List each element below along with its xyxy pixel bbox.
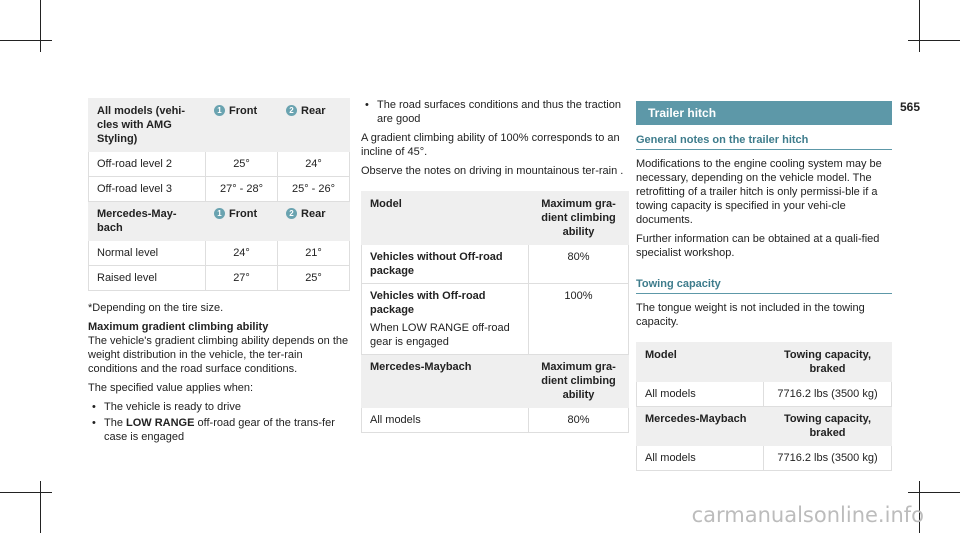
section-heading: Maximum gradient climbing ability <box>88 321 269 333</box>
number-badge: 2 <box>286 208 297 219</box>
table-row: All models 7716.2 lbs (3500 kg) <box>637 382 892 407</box>
crop-mark <box>908 40 960 41</box>
table-header-cell: 1 Front <box>206 202 278 241</box>
towing-capacity-table <box>636 342 892 471</box>
paragraph: Observe the notes on driving in mountainous ter-rain . <box>361 165 624 177</box>
paragraph: Further information can be obtained at a quali-fied specialist workshop. <box>636 233 880 259</box>
table-row: Normal level 24° 21° <box>89 241 350 266</box>
table-row: Vehicles with Off-road package When LOW RANGE off-road gear is engaged 100% <box>362 284 629 355</box>
bullet-list <box>88 400 350 444</box>
crop-mark <box>40 0 41 52</box>
table-header-cell: 2 Rear <box>278 202 350 241</box>
number-badge: 1 <box>214 105 225 116</box>
paragraph: A gradient climbing ability of 100% corresponds to an incline of 45°. <box>361 132 620 158</box>
footnote: *Depending on the tire size. <box>88 302 224 314</box>
table-header-cell: Mercedes-Maybach <box>637 407 764 446</box>
paragraph: The specified value applies when: <box>88 382 254 394</box>
right-column <box>636 101 892 471</box>
gradient-table-amg <box>88 98 350 291</box>
subsection-heading: Towing capacity <box>636 277 892 294</box>
table-header-cell: All models (vehi-cles with AMG Styling) <box>89 99 206 152</box>
table-header-cell: Towing capacity, braked <box>764 343 892 382</box>
subsection-heading: General notes on the trailer hitch <box>636 133 892 150</box>
table-header-cell: Mercedes-Maybach <box>362 355 529 408</box>
table-header-cell: Mercedes-May-bach <box>89 202 206 241</box>
climbing-ability-table <box>361 191 629 433</box>
table-header-cell: Maximum gra-dient climbing ability <box>529 192 629 245</box>
table-row: Off-road level 3 27° - 28° 25° - 26° <box>89 177 350 202</box>
crop-mark <box>908 492 960 493</box>
paragraph: The tongue weight is not included in the towing capacity. <box>636 302 865 328</box>
left-column <box>88 98 350 449</box>
number-badge: 1 <box>214 208 225 219</box>
table-header-cell: Maximum gra-dient climbing ability <box>529 355 629 408</box>
table-header-cell: Model <box>637 343 764 382</box>
number-badge: 2 <box>286 105 297 116</box>
table-row: All models 80% <box>362 408 629 433</box>
table-header-cell: Towing capacity, braked <box>764 407 892 446</box>
table-row: Vehicles without Off-road package 80% <box>362 245 629 284</box>
table-header-cell: 1 Front <box>206 99 278 152</box>
list-item: • The vehicle is ready to drive <box>104 400 350 414</box>
table-header-cell: Model <box>362 192 529 245</box>
crop-mark <box>0 40 52 41</box>
table-row: Off-road level 2 25° 24° <box>89 152 350 177</box>
table-row: All models 7716.2 lbs (3500 kg) <box>637 446 892 471</box>
list-item: • The LOW RANGE off-road gear of the trans-fer case is engaged <box>104 416 350 444</box>
watermark: carmanualsonline.info <box>691 503 924 527</box>
paragraph: The vehicle's gradient climbing ability depends on the weight distribution in the vehicle, the ter-rain conditions and the road surface conditions. <box>88 335 349 375</box>
middle-column <box>353 98 629 433</box>
page-number: 565 <box>899 100 920 114</box>
table-row: Raised level 27° 25° <box>89 266 350 291</box>
bullet-list <box>361 98 629 126</box>
list-item: • The road surfaces conditions and thus the traction are good <box>377 98 629 126</box>
crop-mark <box>919 0 920 52</box>
table-header-cell: 2 Rear <box>278 99 350 152</box>
paragraph: Modifications to the engine cooling system may be necessary, depending on the vehicle model. The retrofitting of a trailer hitch is only permissi-ble if a towing capacity is specified in your vehi-cle documents. <box>636 158 882 226</box>
section-bar: Trailer hitch <box>636 101 892 125</box>
crop-mark <box>0 492 52 493</box>
crop-mark <box>40 481 41 533</box>
